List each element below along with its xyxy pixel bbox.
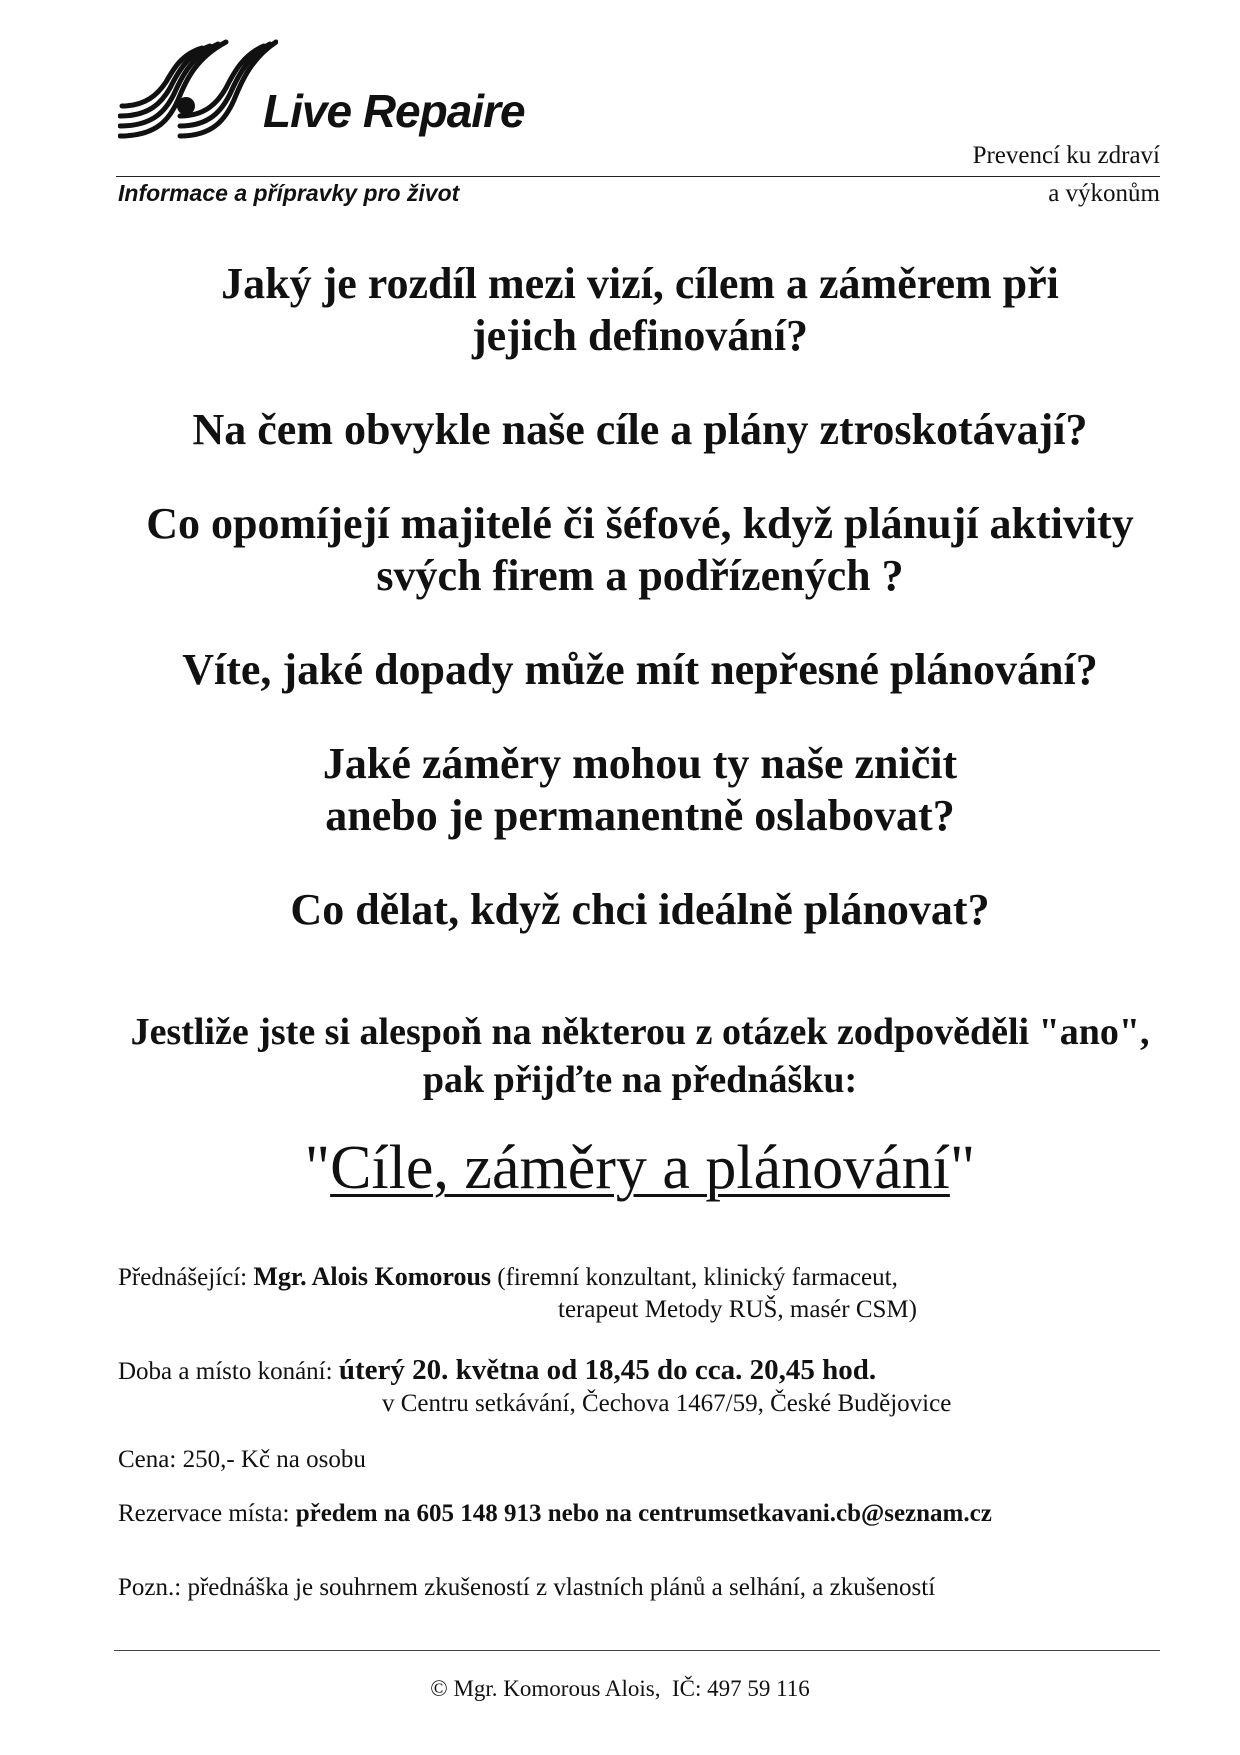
time-value: úterý 20. května od 18,45 do cca. 20,45 hod. [338, 1354, 877, 1386]
reservation-label: Rezervace místa: [118, 1500, 296, 1527]
questions-list [100, 258, 1180, 978]
brand-name: Live Repaire [263, 85, 525, 137]
price: Cena: 250,- Kč na osobu [118, 1446, 366, 1473]
question-2: Na čem obvykle naše cíle a plány ztroskotávají? [192, 405, 1088, 454]
note: Pozn.: přednáška je souhrnem zkušeností z vlastních plánů a selhání, a zkušeností [118, 1574, 936, 1601]
reservation-line [118, 1500, 992, 1528]
lecture-title [100, 1132, 1180, 1204]
question-1: Jaký je rozdíl mezi vizí, cílem a záměrem při jejich definování? [221, 259, 1059, 360]
stylized-swoosh-logo-icon [118, 38, 278, 148]
speaker-line [118, 1262, 898, 1292]
time-line [118, 1354, 876, 1387]
time-label: Doba a místo konání: [118, 1358, 339, 1385]
tagline-right-line2: a výkonům [1048, 180, 1160, 207]
speaker-description: (firemní konzultant, klinický farmaceut, [491, 1264, 898, 1291]
footer-divider [114, 1650, 1160, 1651]
speaker-description-cont: terapeut Metody RUŠ, masér CSM) [558, 1296, 917, 1323]
tagline-right-line1: Prevencí ku zdraví [972, 142, 1160, 169]
speaker-label: Přednášející: [118, 1264, 254, 1291]
footer-copyright: © Mgr. Komorous Alois, IČ: 497 59 116 [430, 1676, 810, 1701]
brand-logo [118, 38, 538, 148]
place: v Centru setkávání, Čechova 1467/59, České Budějovice [382, 1390, 952, 1417]
lecture-title-text: Cíle, záměry a plánování [330, 1134, 950, 1202]
question-3: Co opomíjejí majitelé či šéfové, když plánují aktivity svých firem a podřízených ? [146, 499, 1134, 600]
tagline-left: Informace a přípravky pro život [118, 180, 460, 206]
question-4: Víte, jaké dopady může mít nepřesné plánování? [182, 645, 1098, 694]
speaker-name: Mgr. Alois Komorous [253, 1262, 492, 1291]
reservation-value: předem na 605 148 913 nebo na centrumsetkavani.cb@seznam.cz [295, 1500, 992, 1527]
question-6: Co dělat, když chci ideálně plánovat? [290, 885, 990, 934]
question-5: Jaké záměry mohou ty naše zničit anebo je permanentně oslabovat? [322, 739, 958, 840]
lecture-title-quote-close: " [949, 1134, 976, 1202]
call-to-action: Jestliže jste si alespoň na některou z otázek zodpověděli "ano", pak přijďte na přednášku: [130, 1011, 1150, 1101]
lecture-title-quote-open: " [304, 1134, 331, 1202]
header-divider [116, 176, 1160, 177]
